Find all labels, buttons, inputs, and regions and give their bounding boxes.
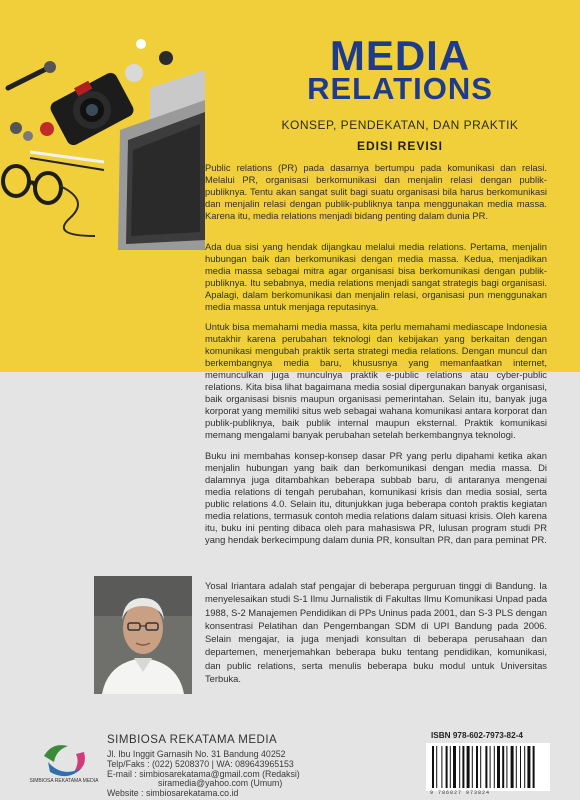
blurb-paragraph-1: Public relations (PR) pada dasarnya bertumpu pada komunikasi dan relasi. Melalui PR, organisasi berkomunikasi dan menjalin relasi dengan publik-publiknya. Tentu akan sangat sulit bagi suatu organisasi bila harus berkomunikasi dan menjalin relasi dengan publik-publiknya tanpa menggunakan media massa. Karena itu, media relations menjadi bidang penting dalam dunia PR. xyxy=(205,162,547,221)
book-title-line2: RELATIONS xyxy=(307,71,493,106)
blurb-paragraph-4: Buku ini membahas konsep-konsep dasar PR yang perlu dipahami ketika akan menjalin hubungan yang baik dan berkomunikasi dengan media massa. Di dalamnya juga ditambahkan beberapa subbab baru, di antaranya mengenai media relations di tengah perubahan, komunikasi krisis dan media sosial, serta public relations 4.0. Selain itu, ditunjukkan juga beberapa contoh praktis kegiatan media relations, termasuk contoh media relations dalam situasi krisis. Oleh karena itu, buku ini penting dibaca oleh para mahasiswa PR, lulusan program studi PR yang hendak berkecimpung dalam dunia PR, konsultan PR, dan para peminat PR. xyxy=(205,450,547,545)
publisher-address: Jl. Ibu Inggit Garnasih No. 31 Bandung 40252 xyxy=(107,749,286,759)
publisher-website: Website : simbiosarekatama.co.id xyxy=(107,788,239,798)
publisher-email-general: siramedia@yahoo.com (Umum) xyxy=(158,778,283,788)
isbn-digits: 9 786027 973824 xyxy=(430,790,491,796)
svg-text:SIMBIOSA REKATAMA MEDIA: SIMBIOSA REKATAMA MEDIA xyxy=(29,778,99,784)
author-bio: Yosal Iriantara adalah staf pengajar di beberapa perguruan tinggi di Bandung. Ia menyelesaikan studi S-1 Ilmu Jurnalistik di Fakultas Ilmu Komunikasi Unpad pada 1988, S-2 Manajemen Pendidikan di PPs Uninus pada 2001, dan S-3 PLS dengan konsentrasi Pelatihan dan Pengembangan SDM di UPI Bandung pada 2006. Selain mengajar, ia juga menjadi konsultan di beberapa perusahaan dan departemen, menerjemahkan beberapa buku tentang pendidikan, komunikasi, dan public relations, serta menulis beberapa buku modul untuk Universitas Terbuka. xyxy=(205,580,547,685)
blurb-paragraph-2: Ada dua sisi yang hendak dijangkau melalui media relations. Pertama, menjalin hubungan baik dan berkomunikasi dengan media massa. Kedua, menjadikan media massa sebagai mitra agar organisasi bisa berkomunikasi dengan publik-publiknya. Itu sebabnya, media relations menjadi sangat strategis bagi organisasi. Apalagi, dalam berkomunikasi dan menjalin relasi, organisasi pun menggunakan media massa untuk menjaga reputasinya. xyxy=(205,241,547,312)
blurb-paragraph-3: Untuk bisa memahami media massa, kita perlu memahami mediascape Indonesia mutakhir karena perubahan teknologi dan kebijakan yang berkaitan dengan komunikasi mengubah praktik serta strategi media relations. Dengan muncul dan berkembangnya media baru, khususnya yang memanfaatkan internet, memunculkan juga munculnya praktik e-public relations atau cyber-public relations. Kita bisa lihat bagaimana media sosial dipergunakan banyak organisasi, baik organisasi bisnis maupun organisasi pemerintahan. Selain itu, banyak juga korporat yang memiliki situs web sebagai wahana komunikasi antara korporat dan publik-publiknya, baik publik internal maupun eksternal. Praktik komunikasi memang mengalami banyak perubahan setelah berkembangnya teknologi. xyxy=(205,321,547,440)
publisher-name: SIMBIOSA REKATAMA MEDIA xyxy=(107,734,278,746)
isbn-label: ISBN 978-602-7973-82-4 xyxy=(431,731,523,740)
edition-label: EDISI REVISI xyxy=(356,139,444,153)
publisher-phone: Telp/Faks : (022) 5208370 | WA: 089643965153 xyxy=(107,759,294,769)
desk-illustration xyxy=(0,0,205,250)
author-photo xyxy=(94,576,192,694)
publisher-logo xyxy=(29,738,99,794)
book-subtitle: KONSEP, PENDEKATAN, DAN PRAKTIK xyxy=(281,118,519,132)
book-title-line1: MEDIA xyxy=(329,32,471,79)
isbn-barcode xyxy=(426,743,550,791)
publisher-email-editorial: E-mail : simbiosarekatama@gmail.com (Redaksi) xyxy=(107,769,300,779)
